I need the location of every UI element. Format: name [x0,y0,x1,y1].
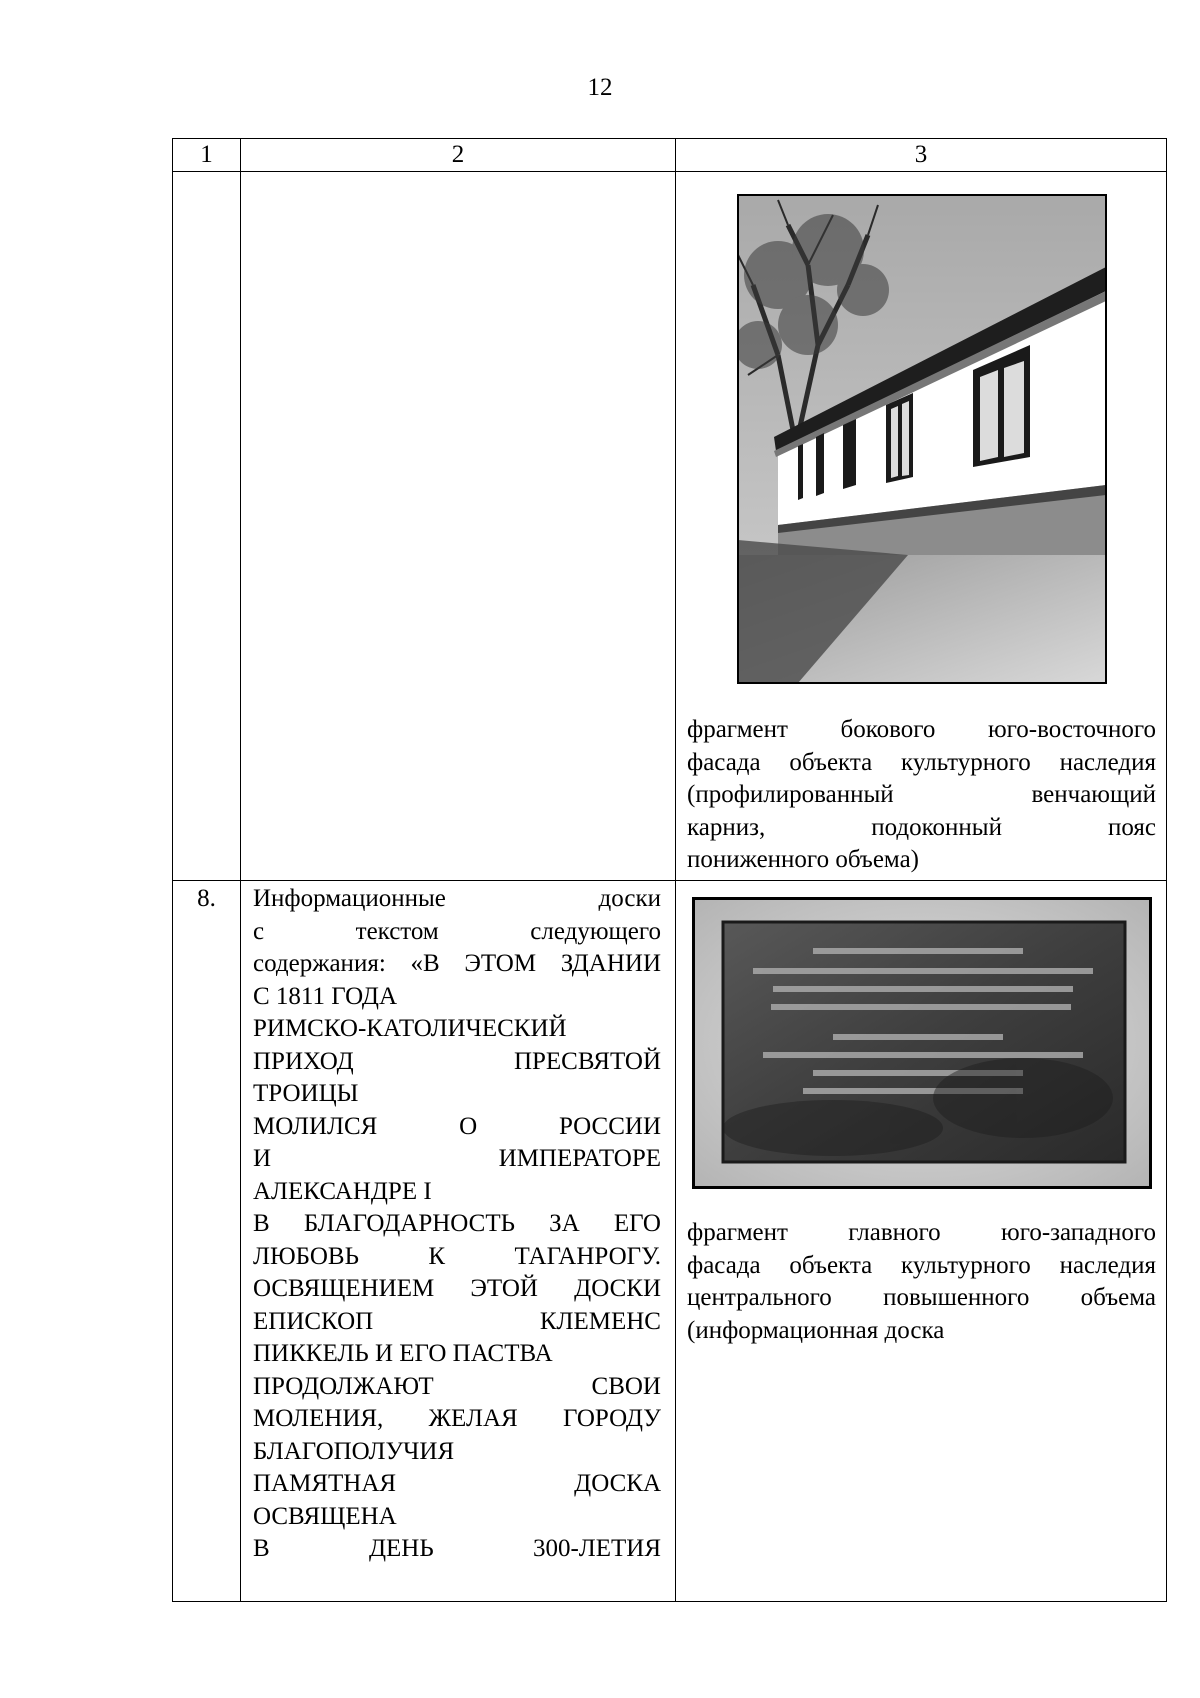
caption-line: фасада объекта культурного наследия [687,1251,1156,1279]
caption-line: пониженного объема) [687,846,920,873]
caption-line: фрагмент главного юго-западного [687,1219,1156,1246]
text-line: РИМСКО-КАТОЛИЧЕСКИЙ [253,1015,567,1042]
text-line: ПИККЕЛЬ И ЕГО ПАСТВА [253,1340,553,1367]
photo-caption [687,1217,1156,1347]
text-line: ПРИХОД ПРЕСВЯТОЙ [253,1047,661,1075]
text-line: В ДЕНЬ 300-ЛЕТИЯ [253,1535,661,1562]
header-col-2: 2 [241,139,676,172]
heritage-table [172,138,1167,1602]
text-line: Информационные доски [253,885,661,912]
caption-line: карниз, подоконный пояс [687,813,1156,841]
caption-line: фасада объекта культурного наследия [687,748,1156,776]
photo-cell [676,172,1167,881]
table-header-row [173,139,1167,172]
caption-line: (информационная доска [687,1316,945,1344]
photo-caption [687,714,1156,877]
description-cell [241,881,676,1602]
text-line: И ИМПЕРАТОРЕ [253,1145,661,1172]
text-line: ПРОДОЛЖАЮТ СВОИ [253,1372,661,1400]
text-line: МОЛИЛСЯ О РОССИИ [253,1112,661,1140]
text-line: ТРОИЦЫ [253,1080,359,1107]
caption-line: фрагмент бокового юго-восточного [687,716,1156,743]
text-line: С 1811 ГОДА [253,982,397,1010]
table-row [173,172,1167,881]
row-number [173,172,241,881]
text-line: АЛЕКСАНДРЕ I [253,1177,432,1205]
building-facade-photo [737,194,1107,684]
text-line: содержания: «В ЭТОМ ЗДАНИИ [253,950,661,977]
text-line: ЛЮБОВЬ К ТАГАНРОГУ. [253,1242,661,1270]
text-line: МОЛЕНИЯ, ЖЕЛАЯ ГОРОДУ [253,1405,661,1432]
caption-line: центрального повышенного объема [687,1284,1156,1311]
header-col-3: 3 [676,139,1167,172]
header-col-1: 1 [173,139,241,172]
photo-cell [676,881,1167,1602]
memorial-plaque-photo [692,897,1152,1189]
caption-line: (профилированный венчающий [687,781,1156,808]
row-number: 8. [173,881,241,1602]
page-number: 12 [587,74,613,101]
text-line: ЕПИСКОП КЛЕМЕНС [253,1307,661,1335]
text-line: ПАМЯТНАЯ ДОСКА [253,1470,661,1497]
text-line: В БЛАГОДАРНОСТЬ ЗА ЕГО [253,1210,661,1237]
table-row [173,881,1167,1602]
text-line: ОСВЯЩЕНА [253,1502,397,1530]
text-line: БЛАГОПОЛУЧИЯ [253,1437,455,1465]
description-cell [241,172,676,881]
text-line: с текстом следующего [253,917,661,945]
text-line: ОСВЯЩЕНИЕМ ЭТОЙ ДОСКИ [253,1275,661,1302]
